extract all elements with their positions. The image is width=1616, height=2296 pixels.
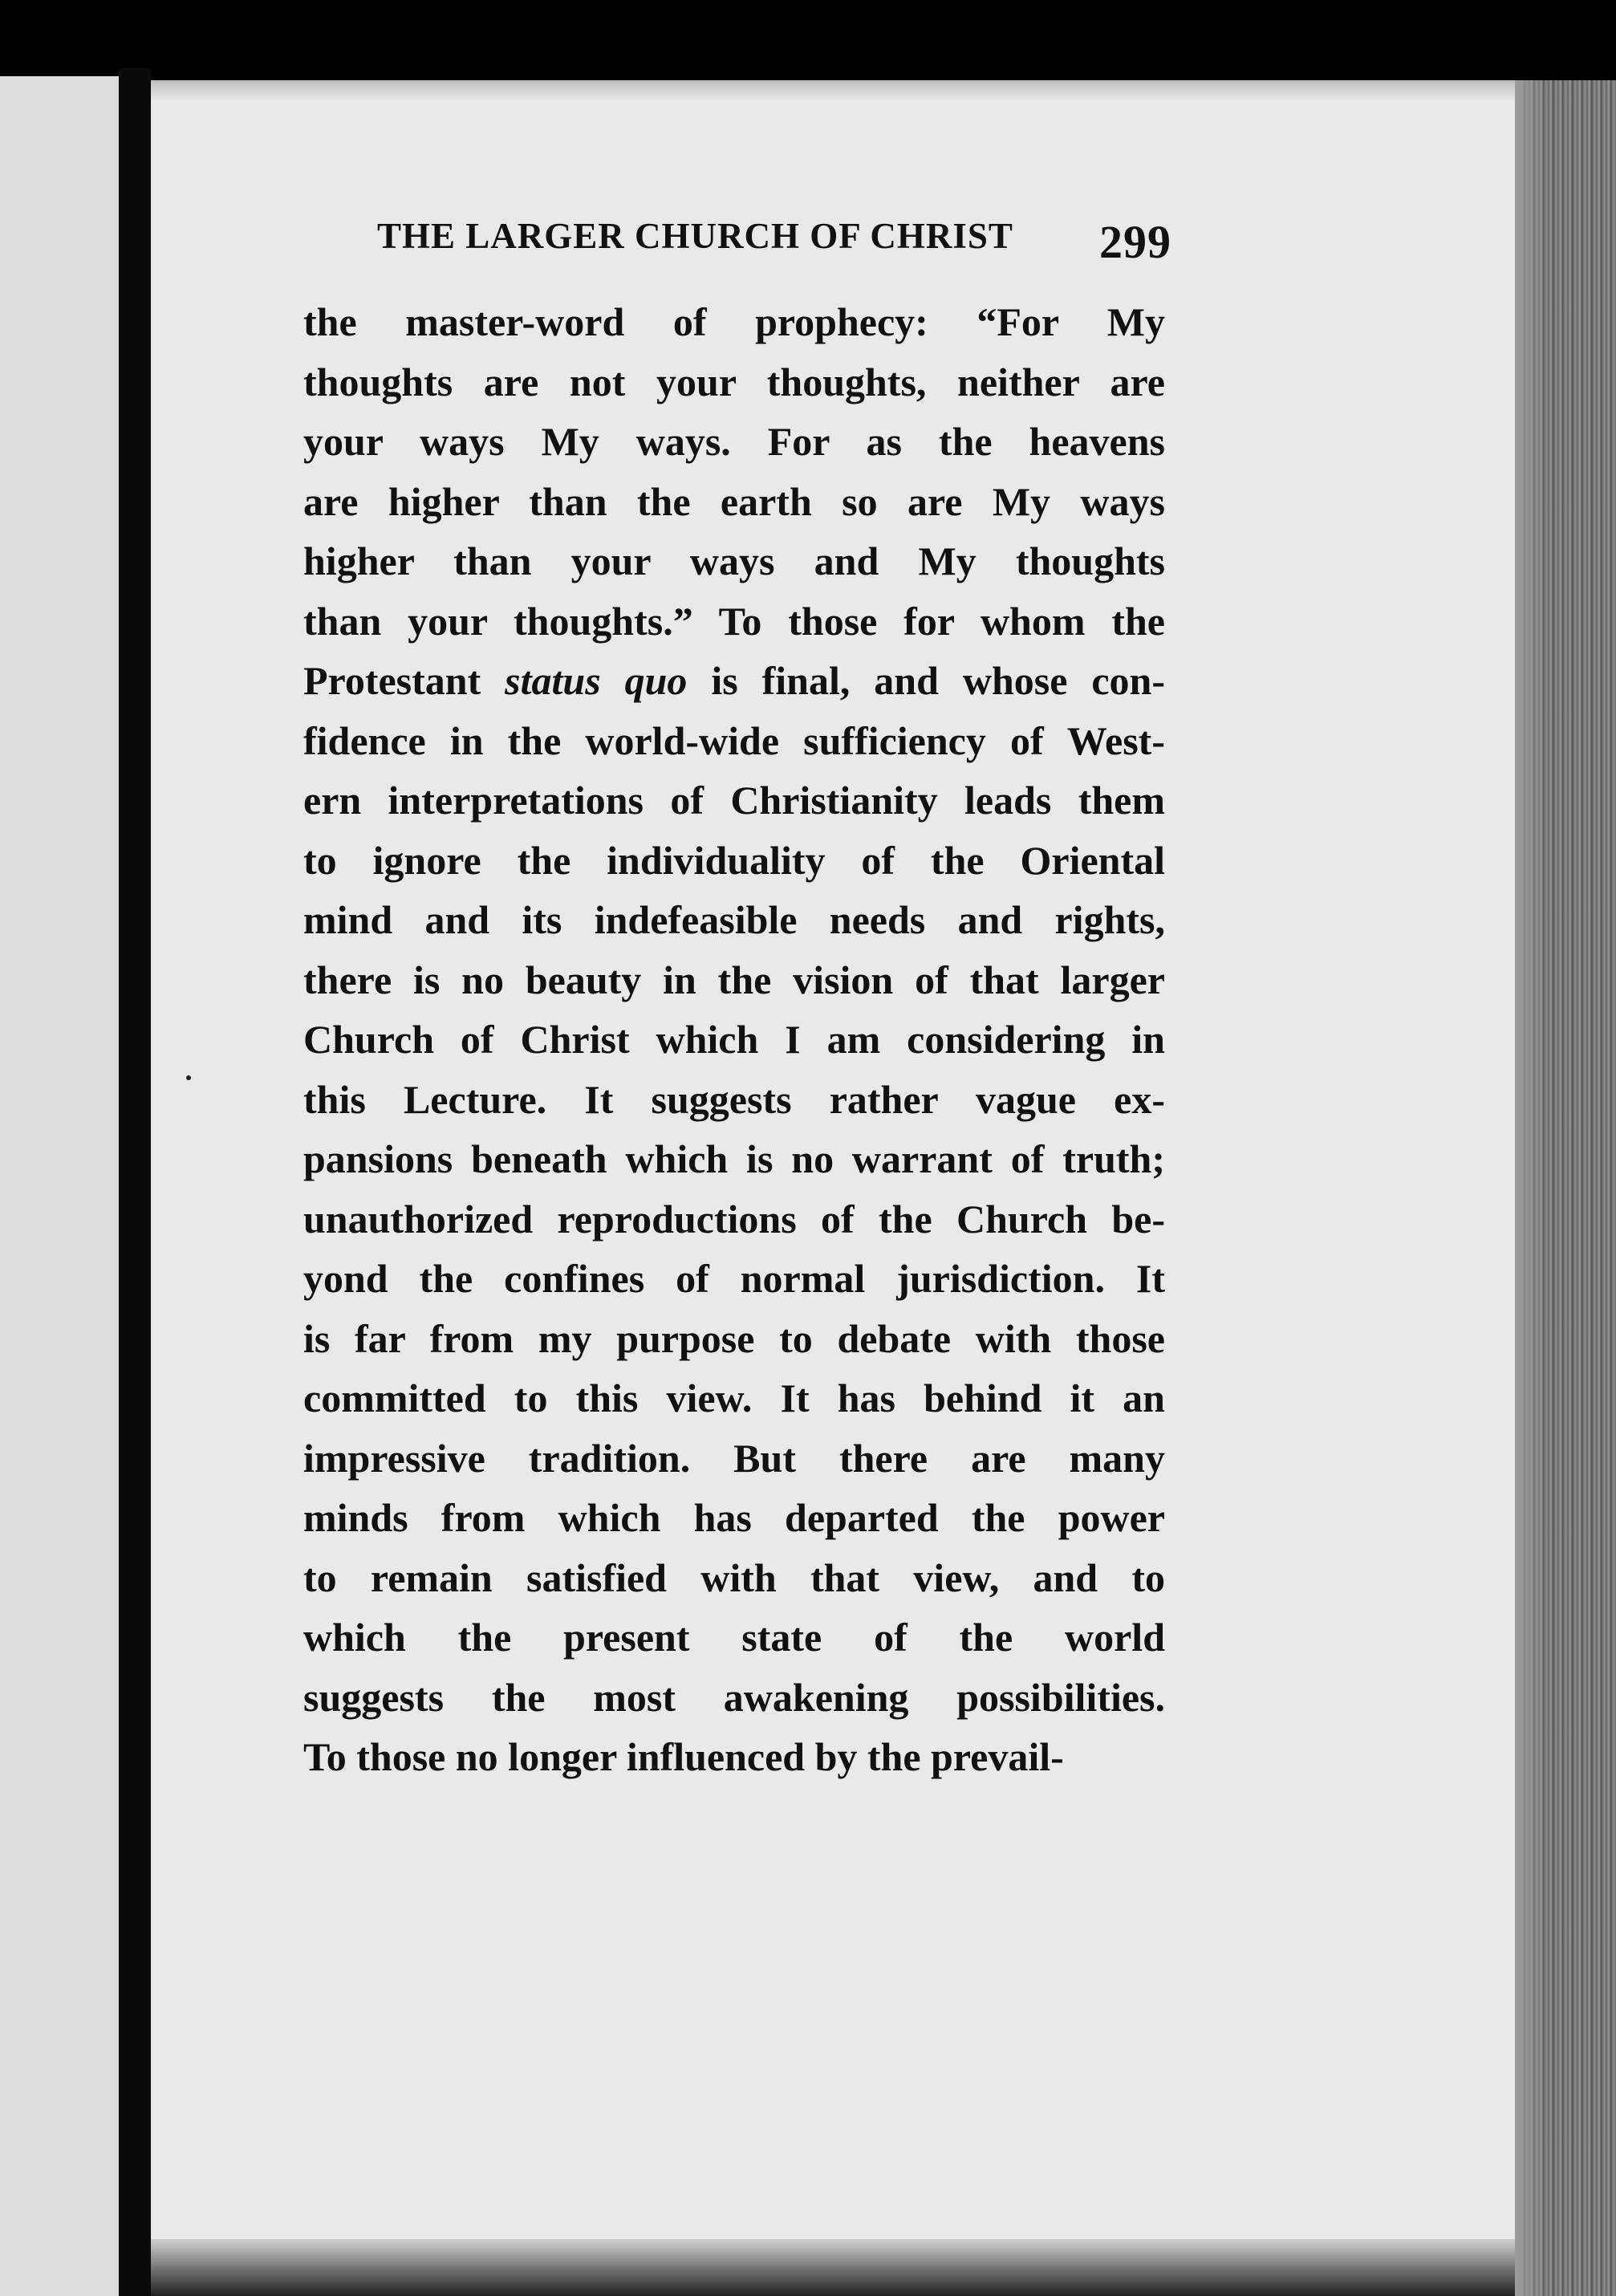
text-line: are higher than the earth so are My ways (303, 478, 1165, 524)
text-run: Protestant (303, 658, 506, 703)
running-title: THE LARGER CHURCH OF CHRIST (377, 216, 1013, 256)
text-line: which the present state of the world (303, 1615, 1165, 1660)
text-line: pansions beneath which is no warrant of truth; (303, 1136, 1165, 1181)
page-bottom-edge (151, 2239, 1515, 2296)
text-line: fidence in the world-wide sufficiency of West- (303, 717, 1165, 763)
text-run: is final, and whose con- (687, 658, 1165, 703)
page-edge-shade (1515, 80, 1547, 2296)
book-gutter (119, 68, 151, 2296)
text-line: thoughts are not your thoughts, neither are (303, 359, 1165, 404)
text-line: suggests the most awakening possibilities. (303, 1674, 1165, 1720)
text-line: To those no longer influenced by the prevail- (303, 1734, 1064, 1779)
text-line: higher than your ways and My thoughts (303, 538, 1165, 583)
text-line: is far from my purpose to debate with those (303, 1315, 1165, 1361)
text-line (303, 651, 1165, 711)
text-line: to remain satisfied with that view, and to (303, 1554, 1165, 1600)
text-line: mind and its indefeasible needs and rights, (303, 897, 1165, 942)
page-top-shadow (151, 80, 1515, 101)
text-line: yond the confines of normal jurisdiction. It (303, 1256, 1165, 1301)
text-line: this Lecture. It suggests rather vague ex- (303, 1076, 1165, 1122)
body-text (303, 292, 1165, 1787)
page-number: 299 (1099, 216, 1171, 268)
italic-phrase: status quo (505, 658, 688, 703)
text-line: Church of Christ which I am considering in (303, 1017, 1165, 1062)
text-line: ern interpretations of Christianity leads them (303, 778, 1165, 823)
text-line: impressive tradition. But there are many (303, 1435, 1165, 1481)
text-line: there is no beauty in the vision of that larger (303, 957, 1165, 1002)
text-line: to ignore the individuality of the Oriental (303, 837, 1165, 883)
text-line: committed to this view. It has behind it an (303, 1376, 1165, 1420)
text-line: the master-word of prophecy: “For My (303, 299, 1165, 344)
facing-page-edge (0, 76, 119, 2296)
text-line: unauthorized reproductions of the Church be- (303, 1196, 1165, 1241)
text-line: your ways My ways. For as the heavens (303, 419, 1165, 464)
running-head (377, 215, 1171, 268)
scan-border-top (0, 0, 1616, 88)
text-line: than your thoughts.” To those for whom the (303, 598, 1165, 644)
scan-speck (186, 1075, 191, 1080)
text-line: minds from which has departed the power (303, 1495, 1165, 1540)
